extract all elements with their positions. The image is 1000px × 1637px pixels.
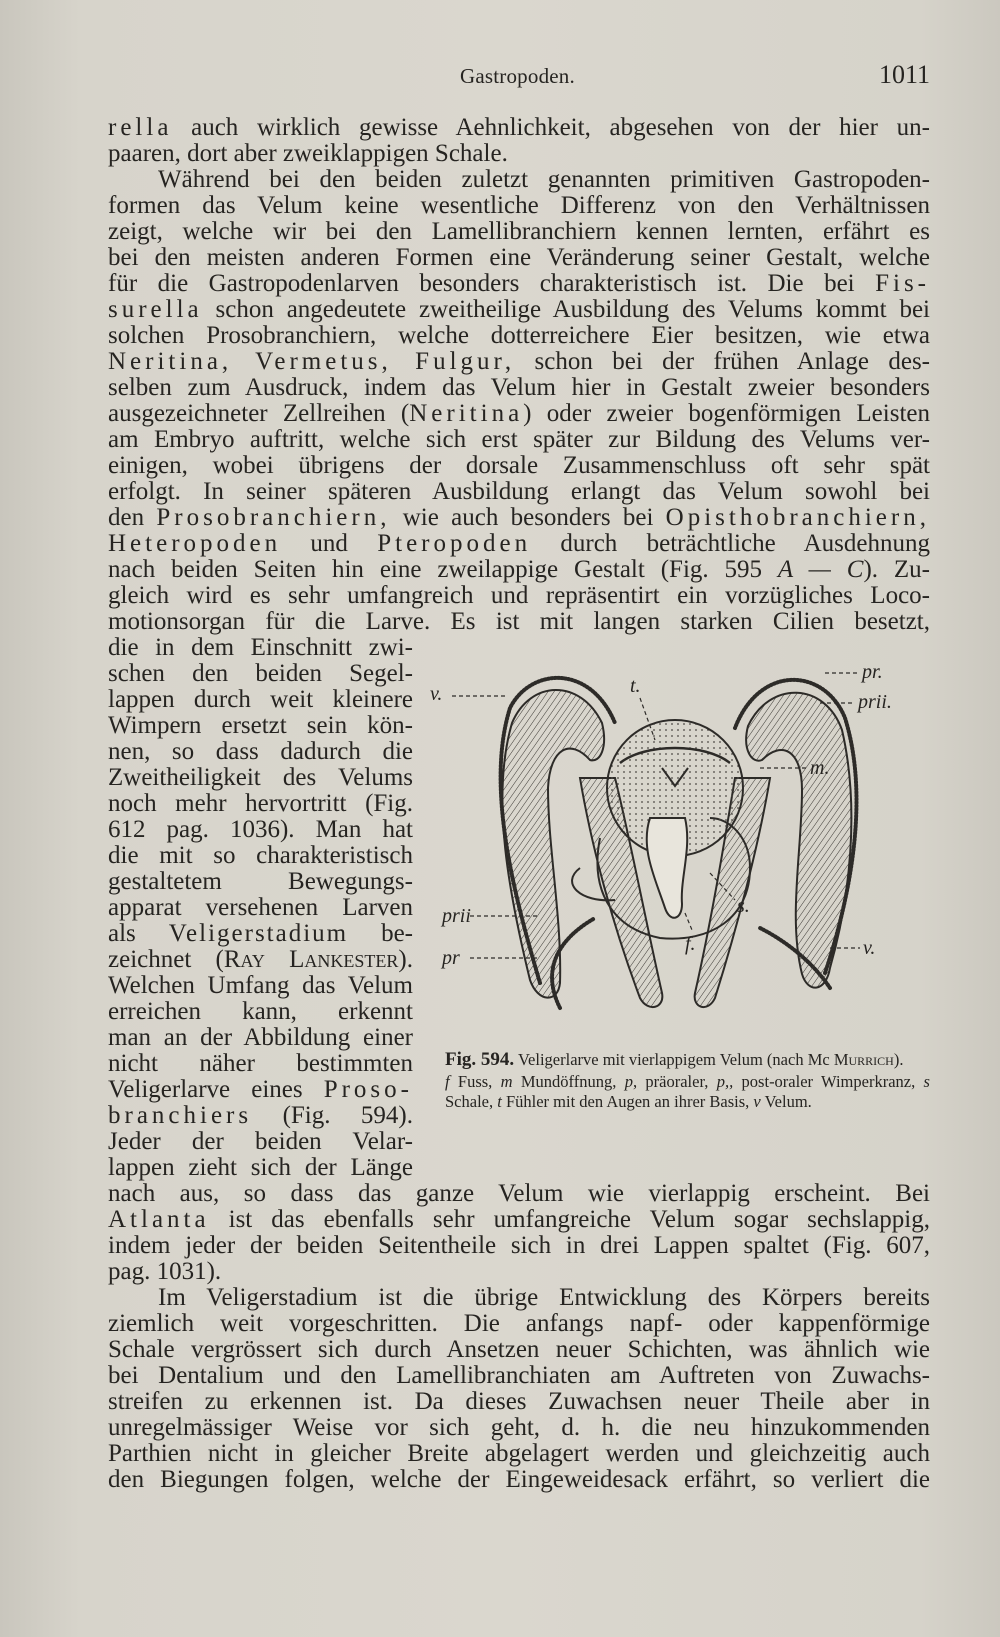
text-line: Wimpern ersetzt sein kön- [108,712,413,739]
text-line: Schale vergrössert sich durch Ansetzen neuer Schichten, was ähnlich wie [108,1336,930,1363]
text-line: Zweitheiligkeit des Velums [108,764,413,791]
label-prii-left: prii [442,905,471,927]
text-line: branchiers (Fig. 594). [108,1102,413,1129]
text-line: als Veligerstadium be- [108,920,413,947]
label-pr-left: pr [442,947,460,969]
text-line: am Embryo auftritt, welche sich erst später zur Bildung des Velums ver- [108,426,930,453]
text-line: lappen durch weit kleinere [108,686,413,713]
text-line: noch mehr hervortritt (Fig. [108,790,413,817]
text-line: die mit so charakteristisch [108,842,413,869]
label-t: t. [630,675,641,697]
text-line: erfolgt. In seiner späteren Ausbildung erlangt das Velum sowohl bei [108,478,930,505]
caption-title: Fig. 594. Veligerlarve mit vierlappigem Velum (nach Mc Murrich). [445,1049,904,1070]
text-line: 612 pag. 1036). Man hat [108,816,413,843]
text-line: Parthien nicht in gleicher Breite abgelagert werden und gleichzeitig auch [108,1440,930,1467]
text-line: bei den meisten anderen Formen eine Veränderung seiner Gestalt, welche [108,244,930,271]
text-line: solchen Prosobranchiern, welche dotterreichere Eier besitzen, wie etwa [108,322,930,349]
text-line: bei Dentalium und den Lamellibranchiaten am Auftreten von Zuwachs- [108,1362,930,1389]
running-head: Gastropoden. [460,64,575,88]
text-line: pag. 1031). [108,1258,222,1285]
label-v-left: v. [430,683,443,705]
caption-legend: f Fuss, m Mundöffnung, p, präoraler, p,, post-oraler Wimperkranz, s Schale, t Fühler mit den Augen an ihrer Basis, v Velum. [445,1072,930,1111]
text-line: streifen zu erkennen ist. Da dieses Zuwachsen neuer Theile aber in [108,1388,930,1415]
text-line: surella schon angedeutete zweitheilige Ausbildung des Velums kommt bei [108,296,930,323]
text-line: Während bei den beiden zuletzt genannten primitiven Gastropoden- [158,166,930,193]
text-line: unregelmässiger Weise vor sich geht, d. h. die neu hinzukommenden [108,1414,930,1441]
figure-594 [430,668,920,1048]
text-line: Im Veligerstadium ist die übrige Entwicklung des Körpers bereits [158,1284,930,1311]
text-line: erreichen kann, erkennt [108,998,413,1025]
text-line: Veligerlarve eines Proso- [108,1076,413,1103]
label-f: f. [685,933,696,955]
text-line: Heteropoden und Pteropoden durch beträchtliche Ausdehnung [108,530,930,557]
text-line: gleich wird es sehr umfangreich und repräsentirt ein vorzügliches Loco- [108,582,930,609]
label-s: s. [737,895,750,917]
text-line: den Biegungen folgen, welche der Eingeweidesack erfährt, so verliert die [108,1466,930,1493]
text-line: einigen, wobei übrigens der dorsale Zusammenschluss oft sehr spät [108,452,930,479]
text-line: rella auch wirklich gewisse Aehnlichkeit, abgesehen von der hier un- [108,114,930,141]
text-line: paaren, dort aber zweiklappigen Schale. [108,140,508,167]
text-line: ziemlich weit vorgeschritten. Die anfangs napf- oder kappenförmige [108,1310,930,1337]
label-prii-right: prii. [858,691,892,713]
veliger-larva-illustration [430,668,920,1048]
foot [647,818,688,918]
text-line: zeigt, welche wir bei den Lamellibranchiern kennen lernten, erfährt es [108,218,930,245]
text-line: nach beiden Seiten hin eine zweilappige Gestalt (Fig. 595 A — C). Zu- [108,556,930,583]
text-line: zeichnet (Ray Lankester). [108,946,413,973]
page-header [110,60,930,94]
text-line: für die Gastropodenlarven besonders charakteristisch ist. Die bei Fis- [108,270,930,297]
text-line: motionsorgan für die Larve. Es ist mit langen starken Cilien besetzt, [108,608,930,635]
label-m: m. [810,757,830,779]
text-line: selben zum Ausdruck, indem das Velum hier in Gestalt zweier besonders [108,374,930,401]
text-line: Neritina, Vermetus, Fulgur, schon bei der frühen Anlage des- [108,348,930,375]
text-line: Jeder der beiden Velar- [108,1128,413,1155]
text-line: lappen zieht sich der Länge [108,1154,413,1181]
label-pr-right: pr. [862,668,883,683]
page-number: 1011 [878,60,930,89]
text-line: apparat versehenen Larven [108,894,413,921]
figure-caption [445,1050,930,1112]
text-line: nach aus, so dass das ganze Velum wie vierlappig erscheint. Bei [108,1180,930,1207]
text-line: man an der Abbildung einer [108,1024,413,1051]
text-line: den Prosobranchiern, wie auch besonders bei Opisthobranchiern, [108,504,930,531]
text-line: indem jeder der beiden Seitentheile sich in drei Lappen spaltet (Fig. 607, [108,1232,930,1259]
text-line: schen den beiden Segel- [108,660,413,687]
text-line: Atlanta ist das ebenfalls sehr umfangreiche Velum sogar sechslappig, [108,1206,930,1233]
text-line: gestaltetem Bewegungs- [108,868,413,895]
text-line: nicht näher bestimmten [108,1050,413,1077]
text-line: nen, so dass dadurch die [108,738,413,765]
text-line: ausgezeichneter Zellreihen (Neritina) oder zweier bogenförmigen Leisten [108,400,930,427]
text-line: formen das Velum keine wesentliche Differenz von den Verhältnissen [108,192,930,219]
text-line: die in dem Einschnitt zwi- [108,634,413,661]
label-v-right: v. [863,937,876,959]
text-line: Welchen Umfang das Velum [108,972,413,999]
caption-figure-label: Fig. 594. [445,1049,515,1070]
